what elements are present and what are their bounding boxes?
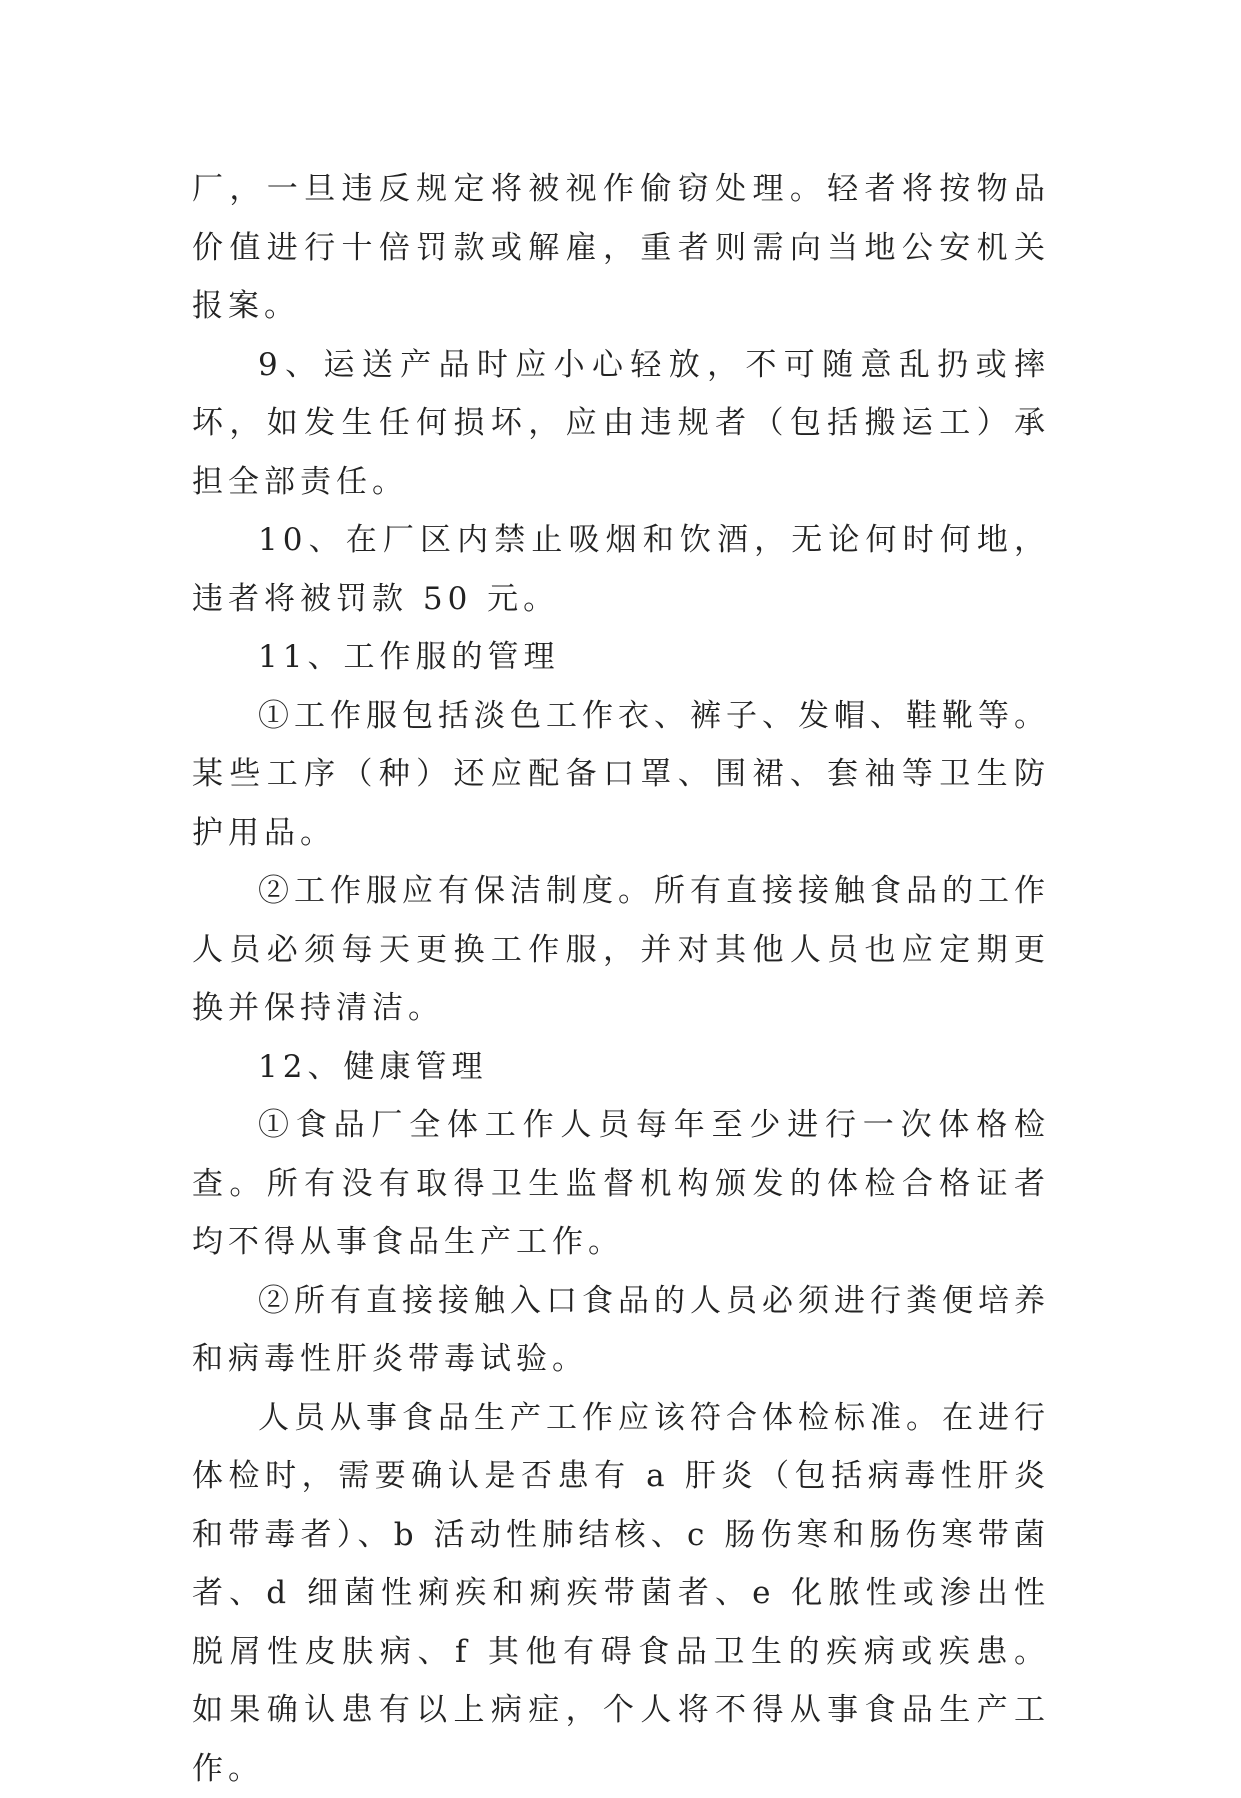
heading-rule-12: 12、健康管理 <box>192 1038 1050 1097</box>
paragraph-rule-10: 10、在厂区内禁止吸烟和饮酒，无论何时何地，违者将被罚款 50 元。 <box>192 511 1050 628</box>
paragraph-rule-11-item-2: ②工作服应有保洁制度。所有直接接触食品的工作人员必须每天更换工作服，并对其他人员也应定期更换并保持清洁。 <box>192 862 1050 1038</box>
paragraph-rule-12-item-1: ①食品厂全体工作人员每年至少进行一次体格检查。所有没有取得卫生监督机构颁发的体检合格证者均不得从事食品生产工作。 <box>192 1096 1050 1272</box>
paragraph-theft-penalty: 厂，一旦违反规定将被视作偷窃处理。轻者将按物品价值进行十倍罚款或解雇，重者则需向当地公安机关报案。 <box>192 160 1050 336</box>
paragraph-rule-9: 9、运送产品时应小心轻放，不可随意乱扔或摔坏，如发生任何损坏，应由违规者（包括搬运工）承担全部责任。 <box>192 336 1050 512</box>
heading-rule-11: 11、工作服的管理 <box>192 628 1050 687</box>
paragraph-rule-11-item-1: ①工作服包括淡色工作衣、裤子、发帽、鞋靴等。某些工序（种）还应配备口罩、围裙、套袖等卫生防护用品。 <box>192 687 1050 863</box>
paragraph-rule-12-item-2: ②所有直接接触入口食品的人员必须进行粪便培养和病毒性肝炎带毒试验。 <box>192 1272 1050 1389</box>
paragraph-health-standards: 人员从事食品生产工作应该符合体检标准。在进行体检时，需要确认是否患有 a 肝炎（包括病毒性肝炎和带毒者）、b 活动性肺结核、c 肠伤寒和肠伤寒带菌者、d 细菌性痢疾和痢疾带菌者、e 化脓性或渗出性脱屑性皮肤病、f 其他有碍食品卫生的疾病或疾患。如果确认患有以上病症，个人将不得从事食品生产工作。 <box>192 1389 1050 1798</box>
document-body <box>192 160 1050 1798</box>
